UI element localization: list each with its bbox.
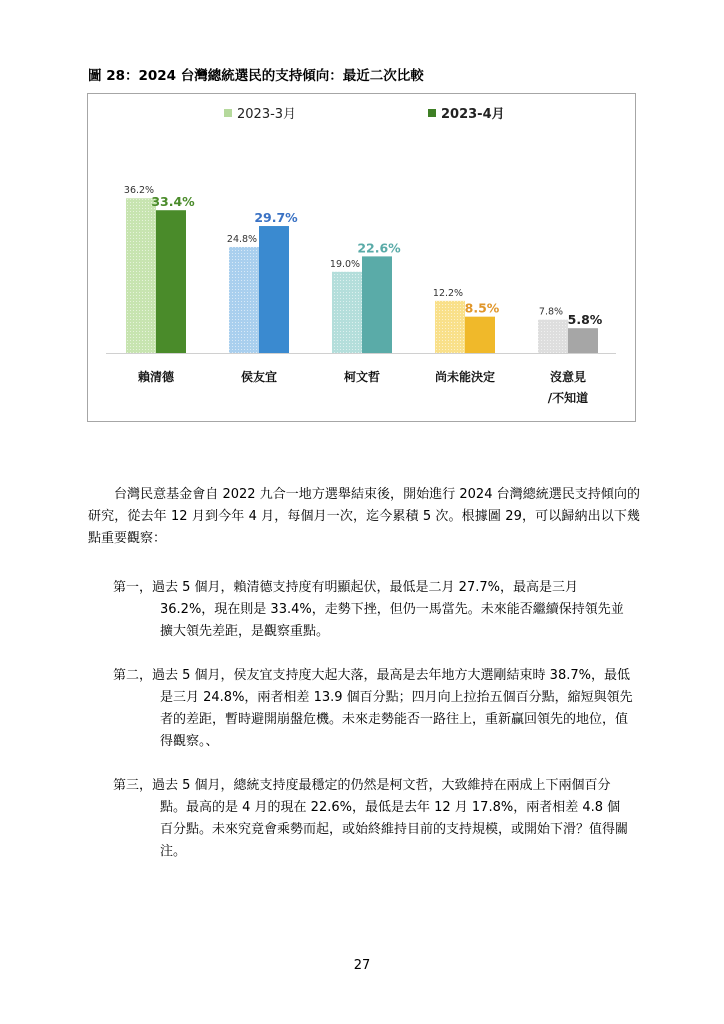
value-label-2-3: 22.6% [357,240,401,256]
figure-title: 圖 28：2024 台灣總統選民的支持傾向：最近二次比較 [88,68,424,84]
value-label-1-4: 12.2% [432,287,464,299]
bar-1-4 [435,301,465,353]
category-label-1: 賴清德 [137,370,175,384]
bar-2-2 [259,226,289,353]
category-label-5-2: /不知道 [547,391,589,405]
value-label-2-5: 5.8% [567,312,603,328]
bar-2-1 [156,210,186,353]
bar-1-5 [538,320,568,353]
bar-1-2 [229,247,259,353]
value-label-1-1: 36.2% [123,185,155,197]
bar-1-1 [126,198,156,353]
value-label-1-5: 7.8% [538,306,564,318]
observation-3: 第三，過去 5 個月，總統支持度最穩定的仍然是柯文哲，大致維持在兩成上下兩個百分點。最高的是 4 月的現在 22.6%，最低是去年 12 月 17.8%，兩者相差 4.8 個百分點。未來究竟會乘勢而起，或始終維持目前的支持規模，或開始下滑？值得關注。 [113,778,629,859]
bar-2-3 [362,256,392,353]
bar-chart [88,94,637,423]
value-label-2-1: 33.4% [151,194,195,210]
bar-2-5 [568,328,598,353]
value-label-2-2: 29.7% [254,210,298,226]
page-number: 27 [353,958,371,973]
category-label-2: 侯友宜 [240,370,278,384]
legend-label-2: 2023-4月 [441,107,505,122]
observation-2: 第二，過去 5 個月，侯友宜支持度大起大落，最高是去年地方大選剛結束時 38.7%，最低是三月 24.8%，兩者相差 13.9 個百分點；四月向上拉抬五個百分點，縮短與領先者的差距，暫時避開崩盤危機。未來走勢能否一路往上，重新贏回領先的地位，值得觀察。、 [113,668,633,749]
value-label-1-3: 19.0% [329,258,361,270]
observation-1: 第一，過去 5 個月，賴清德支持度有明顯起伏，最低是二月 27.7%，最高是三月 36.2%，現在則是 33.4%，走勢下挫，但仍一馬當先。未來能否繼續保持領先並擴大領先差距，是觀察重點。 [113,580,624,639]
value-label-2-4: 8.5% [464,300,500,316]
bar-1-3 [332,272,362,353]
value-label-1-2: 24.8% [226,233,258,245]
legend-swatch-1 [224,109,232,117]
legend-swatch-2 [428,109,436,117]
chart-frame [87,93,636,422]
category-label-4: 尚未能決定 [434,370,496,384]
category-label-5-1: 沒意見 [549,370,587,384]
bar-2-4 [465,317,495,353]
legend-label-1: 2023-3月 [237,107,297,122]
category-label-3: 柯文哲 [343,370,381,384]
intro-paragraph: 台灣民意基金會自 2022 九合一地方選舉結束後，開始進行 2024 台灣總統選民支持傾向的研究，從去年 12 月到今年 4 月，每個月一次，迄今累積 5 次。根據圖 29，可以歸納出以下幾點重要觀察： [88,487,640,546]
